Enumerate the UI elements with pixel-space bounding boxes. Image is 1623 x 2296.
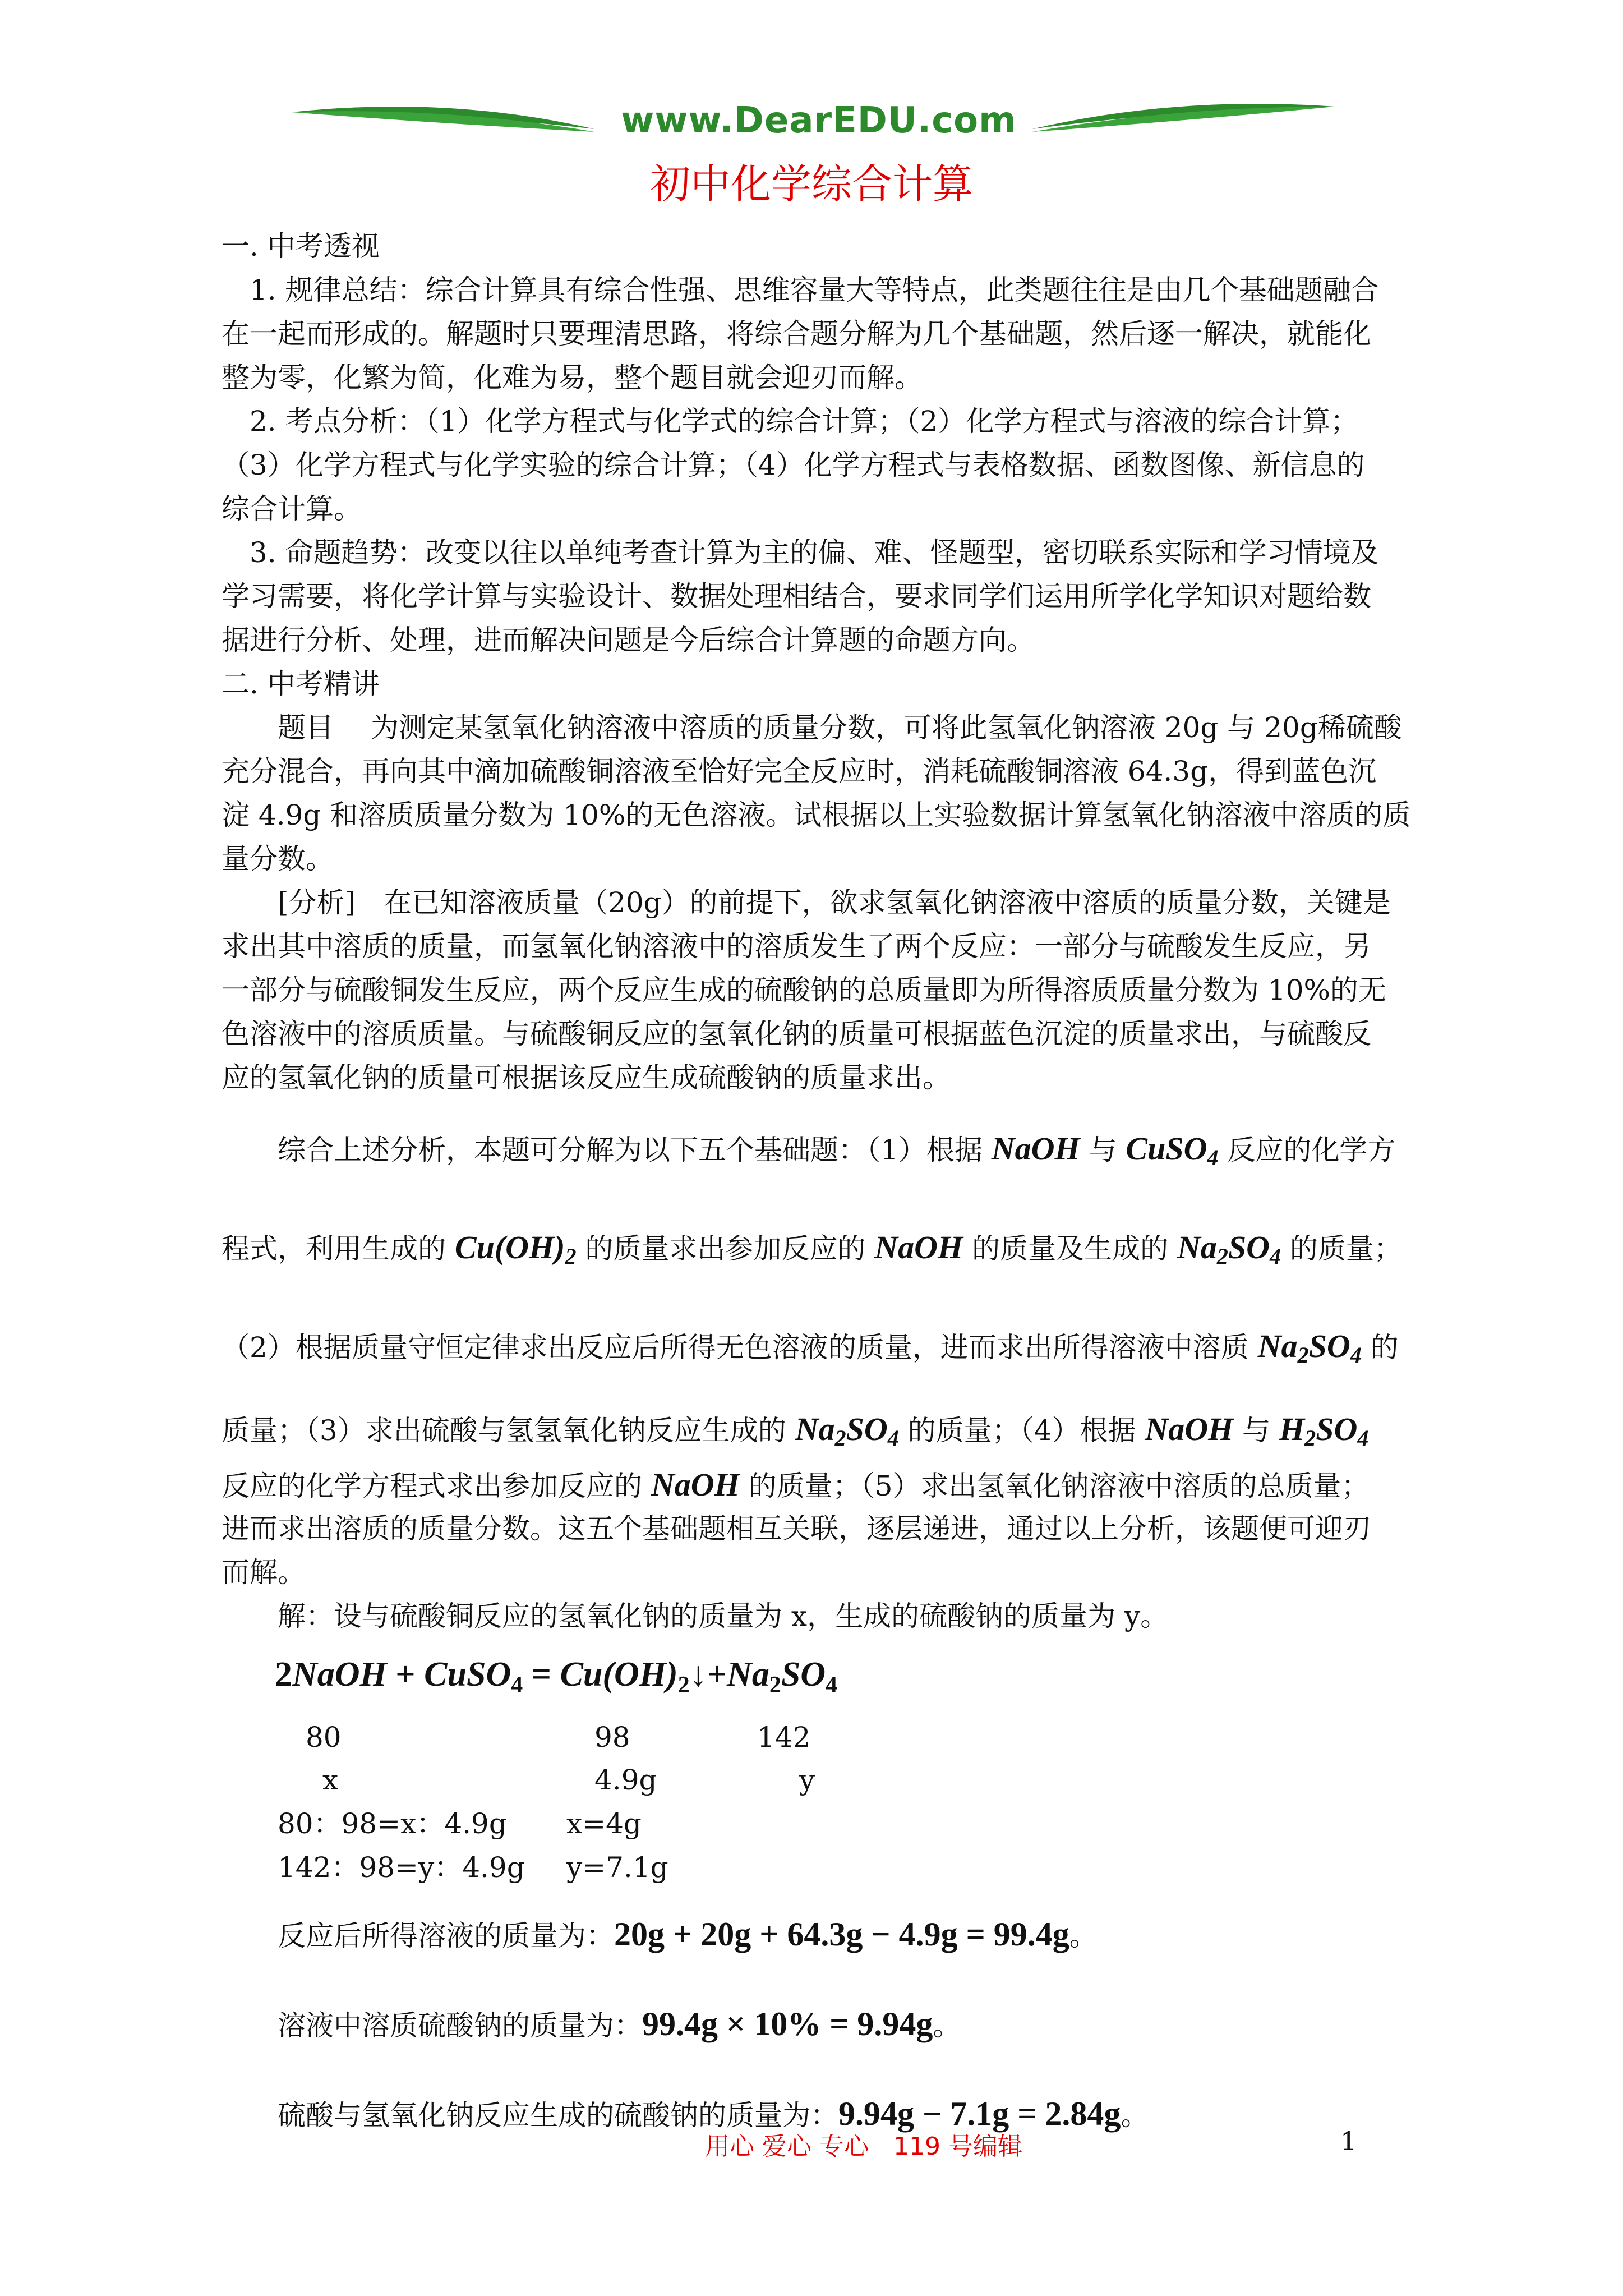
synthesis-line: （2）根据质量守恒定律求出反应后所得无色溶液的质量，进而求出所得溶液中溶质 $Na_2SO_4$ 的 [222,1328,1399,1368]
solution-intro: 解：设与硫酸铜反应的氢氧化钠的质量为 x，生成的硫酸钠的质量为 y。 [278,1600,1169,1632]
molar-mass-row: 80 98 142 [306,1721,811,1754]
paragraph-line: 学习需要，将化学计算与实验设计、数据处理相结合，要求同学们运用所学化学知识对题给数 [222,580,1371,613]
problem-line: 题目 为测定某氢氧化钠溶液中溶质的质量分数，可将此氢氧化钠溶液 20g 与 20g稀硫酸 [278,711,1402,744]
formula-h2so4: $H_2SO_4$ [1279,1411,1369,1451]
formula-cuso4: CuSO$_4$ [1126,1130,1219,1170]
precipitate-arrow-icon: ↓ [689,1655,707,1694]
page-number: 1 [1340,2126,1357,2156]
site-logo: www.DearEDU.com [621,100,1017,141]
chemical-equation: 2NaOH + CuSO$_4$ = $Cu(OH)_2↓+Na_2SO_4$ [275,1655,838,1698]
formula-naoh: NaOH [1145,1411,1234,1447]
analysis-line: 一部分与硫酸铜发生反应，两个反应生成的硫酸钠的总质量即为所得溶质质量分数为 10%的无 [222,974,1387,1006]
synthesis-line: 而解。 [222,1556,306,1589]
formula-naoh: NaOH [651,1466,740,1503]
proportion-row: 142：98=y：4.9g y=7.1g [278,1851,668,1884]
result-line: 反应后所得溶液的质量为：20g + 20g + 64.3g − 4.9g = 99.4g。 [278,1916,1098,1953]
synthesis-line: 质量；（3）求出硫酸与氢氢氧化钠反应生成的 $Na_2SO_4$ 的质量；（4）根据 NaOH 与 $H_2SO_4$ [222,1411,1369,1451]
paragraph-line: 整为零，化繁为简，化难为易，整个题目就会迎刃而解。 [222,361,923,394]
result-line: 溶液中溶质硫酸钠的质量为：99.4g × 10% = 9.94g。 [278,2005,961,2042]
formula-cuoh2: $Cu(OH)_2$ [454,1229,577,1269]
paragraph-line: 据进行分析、处理，进而解决问题是今后综合计算题的命题方向。 [222,624,1035,656]
synthesis-line: 程式，利用生成的 $Cu(OH)_2$ 的质量求出参加反应的 NaOH 的质量及生成的 $Na_2SO_4$ 的质量； [222,1229,1402,1269]
analysis-line: 求出其中溶质的质量，而氢氧化钠溶液中的溶质发生了两个反应：一部分与硫酸发生反应，另 [222,930,1371,963]
problem-line: 淀 4.9g 和溶质质量分数为 10%的无色溶液。试根据以上实验数据计算氢氧化钠溶液中溶质的质 [222,799,1411,831]
paragraph-line: 1. 规律总结：综合计算具有综合性强、思维容量大等特点，此类题往往是由几个基础题融合 [250,274,1379,306]
formula-na2so4: $Na_2SO_4$ [1257,1328,1362,1368]
analysis-line: [分析] 在已知溶液质量（20g）的前提下，欲求氢氧化钠溶液中溶质的质量分数，关键是 [278,886,1391,919]
page-title: 初中化学综合计算 [649,160,973,208]
paragraph-line: （3）化学方程式与化学实验的综合计算；（4）化学方程式与表格数据、函数图像、新信息的 [222,449,1365,481]
section-heading: 二. 中考精讲 [222,668,380,700]
problem-line: 量分数。 [222,843,334,875]
synthesis-line: 进而求出溶质的质量分数。这五个基础题相互关联，逐层递进，通过以上分析，该题便可迎刃 [222,1512,1371,1545]
result-line: 硫酸与氢氧化钠反应生成的硫酸钠的质量为：9.94g − 7.1g = 2.84g。 [278,2095,1149,2132]
formula-na2so4: $Na_2SO_4$ [795,1411,899,1451]
section-heading: 一. 中考透视 [222,230,380,263]
formula-na2so4: $Na_2SO_4$ [1177,1229,1281,1269]
document-body [222,224,1433,2159]
problem-line: 充分混合，再向其中滴加硫酸铜溶液至恰好完全反应时，消耗硫酸铜溶液 64.3g，得到蓝色沉 [222,755,1377,788]
mass-row: x 4.9g y [322,1764,815,1796]
synthesis-line: 反应的化学方程式求出参加反应的 NaOH 的质量；（5）求出氢氧化钠溶液中溶质的总质量； [222,1466,1370,1503]
analysis-line: 应的氢氧化钠的质量可根据该反应生成硫酸钠的质量求出。 [222,1061,951,1094]
paragraph-line: 3. 命题趋势：改变以往以单纯考查计算为主的偏、难、怪题型，密切联系实际和学习情境及 [250,536,1379,569]
synthesis-line: 综合上述分析，本题可分解为以下五个基础题：（1）根据 NaOH 与 CuSO$_4$ 反应的化学方 [278,1130,1396,1170]
proportion-row: 80：98=x：4.9g x=4g [278,1807,642,1840]
footer-note: 用心 爱心 专心 119 号编辑 [705,2132,1022,2161]
formula-naoh: NaOH [874,1229,963,1266]
paragraph-line: 2. 考点分析：（1）化学方程式与化学式的综合计算；（2）化学方程式与溶液的综合计算； [250,405,1359,438]
paragraph-line: 综合计算。 [222,493,362,525]
formula-naoh: NaOH [991,1130,1080,1167]
analysis-line: 色溶液中的溶质质量。与硫酸铜反应的氢氧化钠的质量可根据蓝色沉淀的质量求出，与硫酸反 [222,1018,1371,1050]
paragraph-line: 在一起而形成的。解题时只要理清思路，将综合题分解为几个基础题，然后逐一解决，就能化 [222,318,1371,350]
